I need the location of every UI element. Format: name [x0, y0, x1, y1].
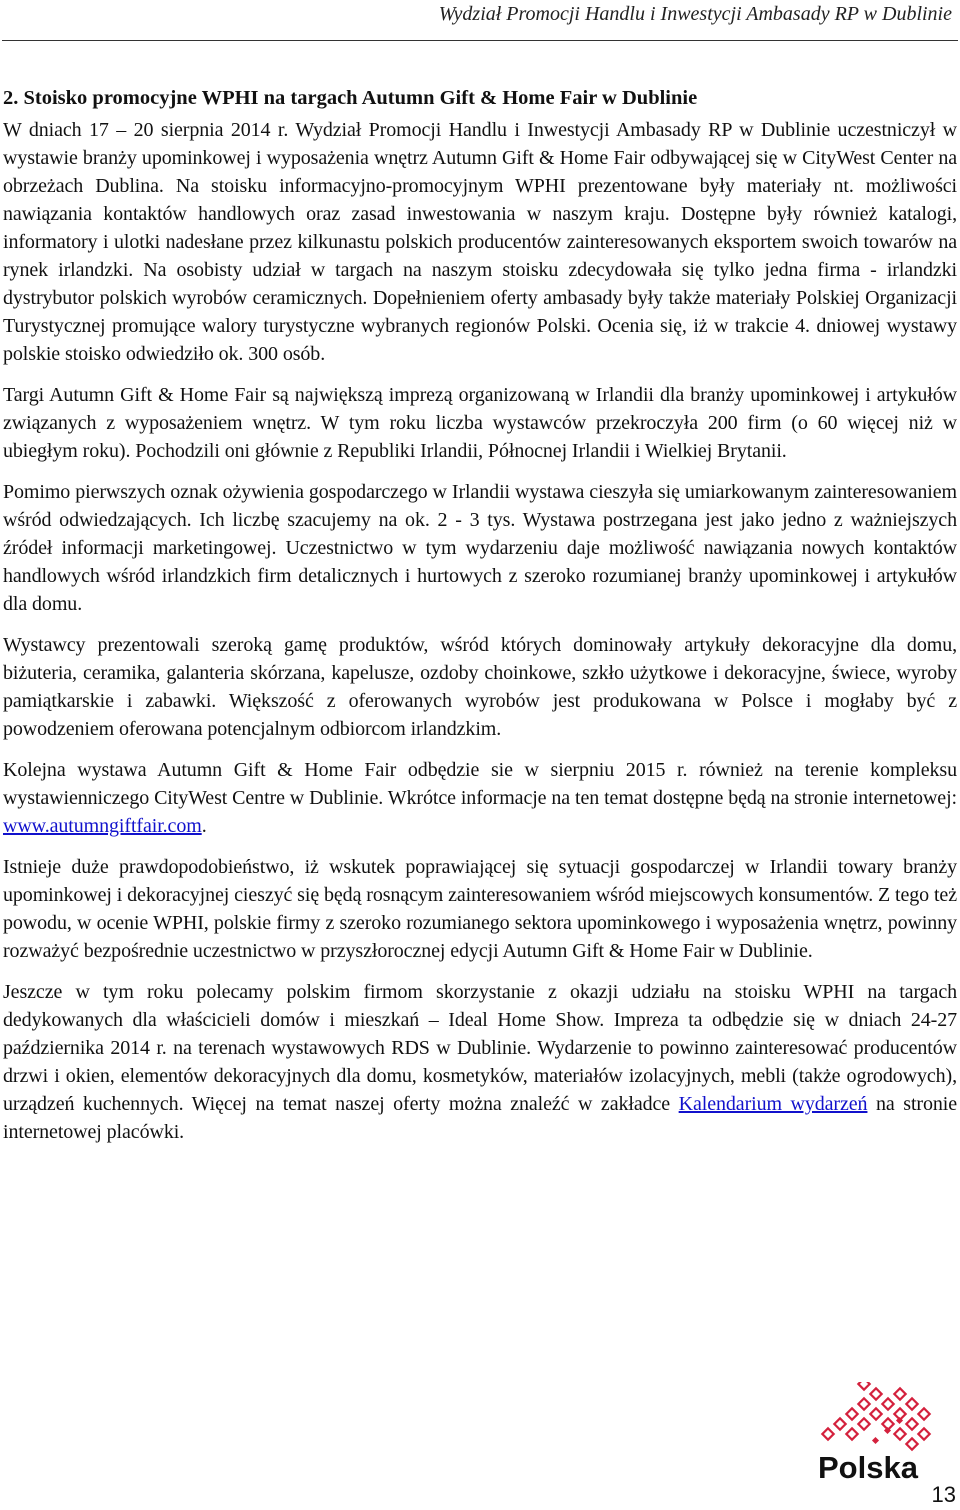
paragraph-exhibitor-products: Wystawcy prezentowali szeroką gamę produktów, wśród których dominowały artykuły dekoracyjne dla domu, biżuteria, ceramika, galanteria skórzana, kapelusze, ozdoby choinkowe, szkło użytkowe i dekoracyjne, świece, wyroby pamiątkarskie i zabawki. Większość z oferowanych wyrobów jest produkowana w Polsce i mogłaby być z powodzeniem oferowana potencjalnym odbiorcom irlandzkim. [3, 634, 957, 740]
paragraph-market-outlook: Istnieje duże prawdopodobieństwo, iż wskutek poprawiającej się sytuacji gospodarczej w Irlandii towary branży upominkowej i dekoracyjnej cieszyć się będą rosnącym zainteresowaniem wśród miejscowych konsumentów. Z tego też powodu, w ocenie WPHI, polskie firmy z szeroko rozumianego sektora upominkowego i wyposażenia wnętrz, powinny rozważyć bezpośrednie uczestnictwo w przyszłorocznej edycji Autumn Gift & Home Fair w Dublinie. [3, 856, 957, 962]
ideal-home-text: Jeszcze w tym roku polecamy polskim firmom skorzystanie z okazji udziału na stoisku WPHI na targach dedykowanych dla właścicieli domów i mieszkań – Ideal Home Show. Impreza ta odbędzie się w dniach 24-27 października 2014 r. na terenach wystawowych RDS w Dublinie. Wydarzenie to powinno zainteresować producentów drzwi i okien, elementów dekoracyjnych dla domu, kosmetyków, materiałów izolacyjnych, mebli (także ogrodowych), urządzeń kuchennych. Więcej na temat naszej oferty można znaleźć w zakładce [3, 981, 957, 1115]
paragraph-ideal-home-show [3, 978, 957, 1146]
polska-logo-text: Polska [818, 1450, 918, 1482]
paragraph-stand-report: W dniach 17 – 20 sierpnia 2014 r. Wydział Promocji Handlu i Inwestycji Ambasady RP w Dublinie uczestniczył w wystawie branży upominkowej i wyposażenia wnętrz Autumn Gift & Home Fair odbywającej się w CityWest Center na obrzeżach Dublina. Na stoisku informacyjno-promocyjnym WPHI prezentowane były materiały nt. możliwości nawiązania kontaktów handlowych oraz zasad inwestowania w naszym kraju. Dostępne były również katalogi, informatory i ulotki nadesłane przez kilkunastu polskich producentów zainteresowanych eksportem swoich towarów na rynek irlandzki. Na osobisty udział w targach na naszym stoisku zdecydowała się tylko jedna firma - irlandzki dystrybutor polskich wyrobów ceramicznych. Dopełnieniem oferty ambasady były także materiały Polskiej Organizacji Turystycznej promujące walory turystyczne wybranych regionów Polski. Ocenia się, iż w trakcie 4. dniowej wystawy polskie stoisko odwiedziło ok. 300 osób. [3, 119, 957, 365]
next-edition-text: Kolejna wystawa Autumn Gift & Home Fair odbędzie sie w sierpniu 2015 r. również na terenie kompleksu wystawienniczego CityWest Centre w Dublinie. Wkrótce informacje na ten temat dostępne będą na stronie internetowej: [3, 759, 957, 809]
kalendarium-link[interactable]: Kalendarium wydarzeń [678, 1093, 868, 1115]
ideal-home-end: na stronie internetowej placówki. [3, 1093, 957, 1143]
polska-logo [816, 1382, 946, 1482]
section-title: 2. Stoisko promocyjne WPHI na targach Autumn Gift & Home Fair w Dublinie [3, 87, 698, 109]
paragraph-next-edition [3, 756, 957, 840]
next-edition-end: . [201, 815, 207, 837]
paragraph-visitor-interest: Pomimo pierwszych oznak ożywienia gospodarczego w Irlandii wystawa cieszyła się umiarkowanym zainteresowaniem wśród odwiedzających. Ich liczbę szacujemy na ok. 2 - 3 tys. Wystawa postrzegana jest jako jedno z ważniejszych źródeł informacji marketingowej. Uczestnictwo w tym wydarzeniu daje możliwość nawiązania nowych kontaktów handlowych wśród irlandzkich firm detalicznych i hurtowych z szeroko rozumianej branży upominkowej i artykułów dla domu. [3, 481, 957, 615]
document-body [3, 84, 957, 1159]
page-number: 13 [931, 1482, 956, 1507]
autumngiftfair-link[interactable]: www.autumngiftfair.com [3, 815, 202, 837]
header-divider [2, 40, 958, 41]
running-header: Wydział Promocji Handlu i Inwestycji Ambasady RP w Dublinie [438, 3, 952, 25]
paragraph-fair-overview: Targi Autumn Gift & Home Fair są największą imprezą organizowaną w Irlandii dla branży upominkowej i artykułów związanych z wyposażeniem wnętrz. W tym roku liczba wystawców przekroczyła 200 firm (o 60 więcej niż w ubiegłym roku). Pochodzili oni głównie z Republiki Irlandii, Północnej Irlandii i Wielkiej Brytanii. [3, 384, 957, 462]
